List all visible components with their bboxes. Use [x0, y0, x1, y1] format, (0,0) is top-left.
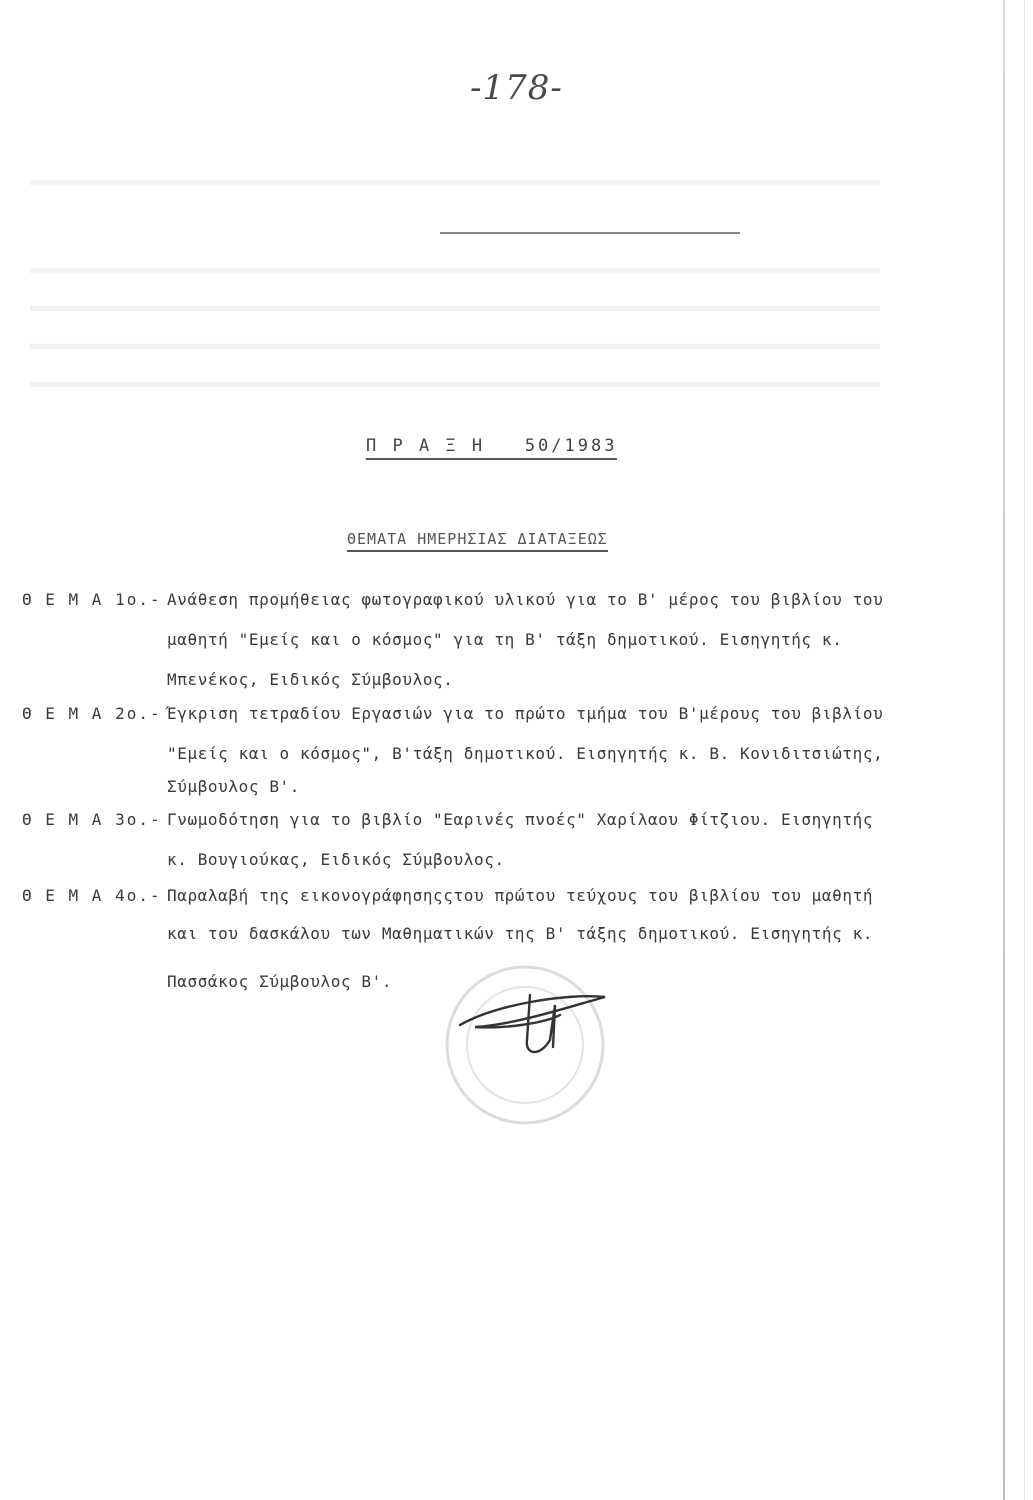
item-text-line: Έγκριση τετραδίου Εργασιών για το πρώτο τμήμα του Β'μέρους του βιβλίου [167, 704, 884, 723]
item-label: Θ Ε Μ Α 1ο.- [22, 590, 162, 609]
item-text-line: Γνωμοδότηση για το βιβλίο "Εαρινές πνοές" Χαρίλαου Φίτζιου. Εισηγητής [167, 810, 874, 829]
page-edge-inner [1024, 0, 1025, 1500]
item-text-line: κ. Βουγιούκας, Ειδικός Σύμβουλος. [167, 850, 505, 869]
item-label: Θ Ε Μ Α 4ο.- [22, 886, 162, 905]
agenda-heading: ΘΕΜΑΤΑ ΗΜΕΡΗΣΙΑΣ ΔΙΑΤΑΞΕΩΣ [347, 530, 608, 552]
item-text-line: Σύμβουλος Β'. [167, 777, 301, 796]
item-text-line: Ανάθεση προμήθειας φωτογραφικού υλικού για το Β' μέρος του βιβλίου του [167, 590, 884, 609]
item-label: Θ Ε Μ Α 3ο.- [22, 810, 162, 829]
item-text-line: Μπενέκος, Ειδικός Σύμβουλος. [167, 670, 454, 689]
header-rule [440, 232, 740, 234]
page-title: Π Ρ Α Ξ Η 50/1983 [366, 436, 617, 460]
item-label: Θ Ε Μ Α 2ο.- [22, 704, 162, 723]
item-text-line: Πασσάκος Σύμβουλος Β'. [167, 972, 393, 991]
item-text-line: Παραλαβή της εικονογράφησηςςτου πρώτου τεύχους του βιβλίου του μαθητή [167, 886, 874, 905]
item-text-line: μαθητή "Εμείς και ο κόσμος" για τη Β' τάξη δημοτικού. Εισηγητής κ. [167, 630, 843, 649]
item-text-line: "Εμείς και ο κόσμος", Β'τάξη δημοτικού. Εισηγητής κ. Β. Κονιδιτσιώτης, [167, 744, 884, 763]
page-edge [1003, 0, 1005, 1500]
item-text-line: και του δασκάλου των Μαθηματικών της Β' τάξης δημοτικού. Εισηγητής κ. [167, 924, 874, 943]
page-number: -178- [470, 68, 563, 108]
signature [455, 985, 615, 1075]
